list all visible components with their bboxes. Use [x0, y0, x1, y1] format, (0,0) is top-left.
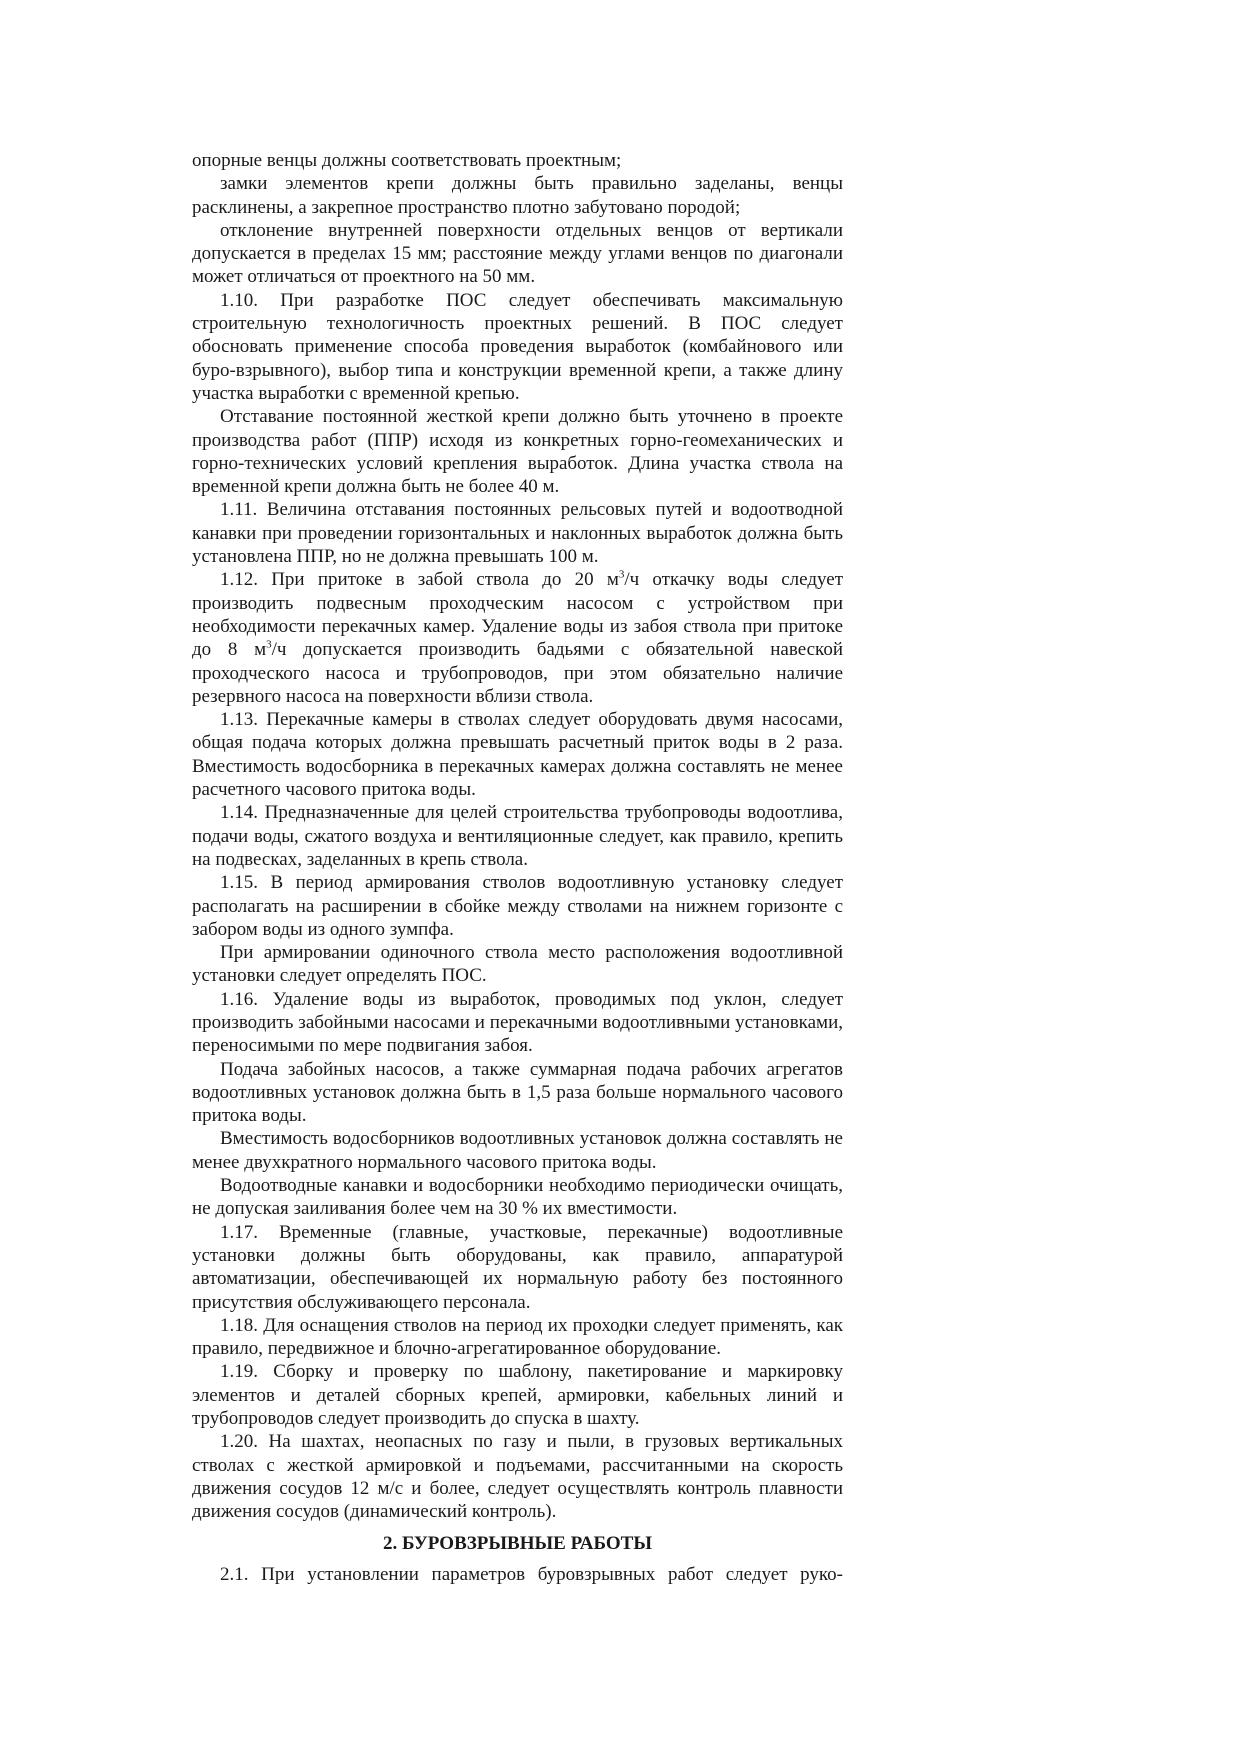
paragraph-1-14: 1.14. Предназначенные для целей строительства трубопроводы водоотлива, подачи воды, сжатого воздуха и вентиляционные следует, как правило, крепить на подвесках, заделанных в крепь ствола. [192, 802, 843, 870]
paragraph-single-shaft: При армировании одиночного ствола место расположения водоотливной установки следует определять ПОС. [192, 942, 843, 987]
paragraph-lag: Отставание постоянной жесткой крепи должно быть уточнено в проекте производства работ (ППР) исходя из конкретных горно-геомеханических и горно-технических условий крепления выработок. Длина участка ствола на временной крепи должна быть не более 40 м. [192, 406, 843, 498]
paragraph-1-10: 1.10. При разработке ПОС следует обеспечивать максимальную строительную технологичность проектных решений. В ПОС следует обосновать применение способа проведения выработок (комбайнового или буро-взрывного), выбор типа и конструкции временной крепи, а также длину участка выработки с временной крепью. [192, 289, 843, 404]
paragraph-1-12-part3: /ч допускается производить бадьями с обязательной навеской проходческого насоса и трубопроводов, при этом обязательно наличие резервного насоса на поверхности вблизи ствола. [192, 639, 843, 707]
section-heading: 2. БУРОВЗРЫВНЫЕ РАБОТЫ [382, 1532, 653, 1554]
superscript-cubic: 3 [618, 569, 625, 582]
paragraph-opening: опорные венцы должны соответствовать проектным; [192, 150, 622, 171]
paragraph-deviation: отклонение внутренней поверхности отдельных венцов от вертикали допускается в пределах 15 мм; расстояние между углами венцов по диагонали может отличаться от проектного на 50 мм. [192, 219, 843, 288]
paragraph-locks: замки элементов крепи должны быть правильно заделаны, венцы расклинены, а закрепное пространство плотно забутовано породой; [192, 173, 843, 218]
paragraph-1-16: 1.16. Удаление воды из выработок, проводимых под уклон, следует производить забойными насосами и перекачными водоотливными установками, переносимыми по мере подвигания забоя. [192, 988, 843, 1057]
document-page [192, 149, 843, 1586]
paragraph-2-1: 2.1. При установлении параметров буровзрывных работ следует руко- [220, 1563, 843, 1585]
paragraph-1-12 [192, 568, 843, 708]
paragraph-1-19: 1.19. Сборку и проверку по шаблону, пакетирование и маркировку элементов и деталей сборных крепей, армировки, кабельных линий и трубопроводов следует производить до спуска в шахту. [192, 1361, 843, 1430]
paragraph-1-15: 1.15. В период армирования стволов водоотливную установку следует располагать на расширении в сбойке между стволами на нижнем горизонте с забором воды из одного зумпфа. [192, 872, 843, 940]
paragraph-1-17: 1.17. Временные (главные, участковые, перекачные) водоотливные установки должны быть оборудованы, как правило, аппаратурой автоматизации, обеспечивающей их нормальную работу без постоянного присутствия обслуживающего персонала. [192, 1221, 843, 1313]
paragraph-1-13: 1.13. Перекачные камеры в стволах следует оборудовать двумя насосами, общая подача которых должна превышать расчетный приток воды в 2 раза. Вместимость водосборника в перекачных камерах должна составлять не менее расчетного часового притока воды. [192, 709, 843, 801]
paragraph-1-12-part2: /ч откачку воды следует производить подвесным проходческим насосом с устройством при необходимости перекачных камер. Удаление воды из забоя ствола при притоке до 8 м [192, 569, 843, 661]
paragraph-sump-capacity: Вместимость водосборников водоотливных установок должна составлять не менее двухкратного нормального часового притока воды. [192, 1128, 843, 1173]
paragraph-1-20: 1.20. На шахтах, неопасных по газу и пыли, в грузовых вертикальных стволах с жесткой армировкой и подъемами, рассчитанными на скорость движения сосудов 12 м/с и более, следует осуществлять контроль плавности движения сосудов (динамический контроль). [192, 1431, 843, 1523]
paragraph-pump-supply: Подача забойных насосов, а также суммарная подача рабочих агрегатов водоотливных установок должна быть в 1,5 раза больше нормального часового притока воды. [192, 1058, 843, 1127]
paragraph-1-18: 1.18. Для оснащения стволов на период их проходки следует применять, как правило, передвижное и блочно-агрегатированное оборудование. [192, 1314, 843, 1360]
superscript-cubic-2: 3 [266, 638, 272, 651]
paragraph-1-12-part1: 1.12. При притоке в забой ствола до 20 м [220, 569, 619, 591]
paragraph-1-11: 1.11. Величина отставания постоянных рельсовых путей и водоотводной канавки при проведении горизонтальных и наклонных выработок должна быть установлена ППР, но не должна превышать 100 м. [192, 499, 843, 568]
paragraph-drainage-cleaning: Водоотводные канавки и водосборники необходимо периодически очищать, не допуская заиливания более чем на 30 % их вместимости. [192, 1175, 843, 1220]
